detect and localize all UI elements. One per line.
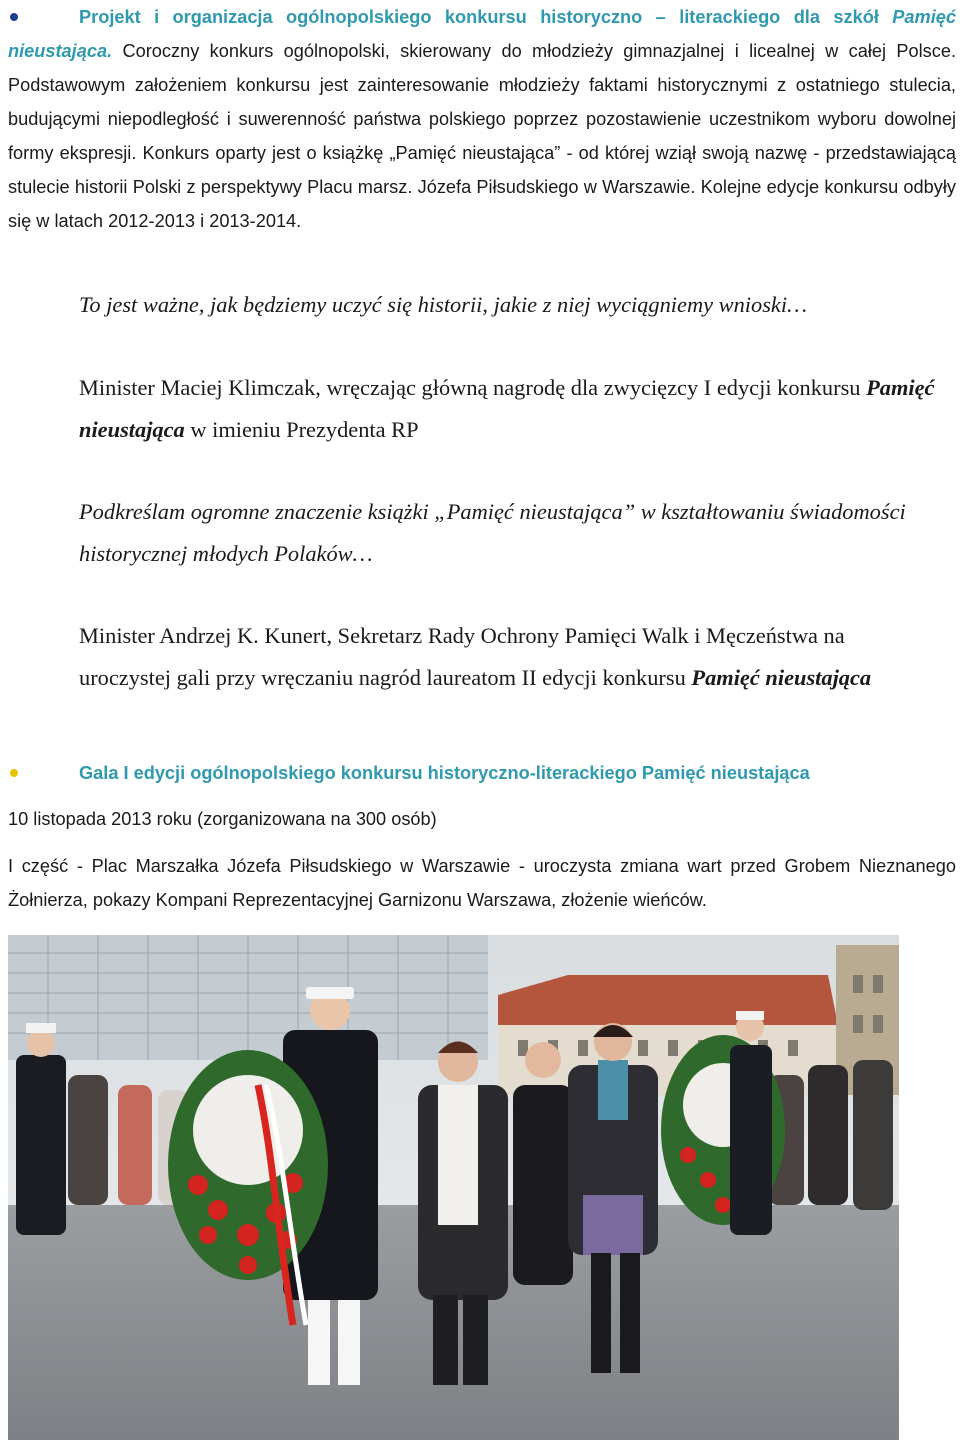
attribution-book-title: Pamięć nieustająca [691,664,872,690]
quote-klimczak [79,284,939,326]
gala-date: 10 listopada 2013 roku (zorganizowana na 300 osób) [8,809,437,829]
project-description: Coroczny konkurs ogólnopolski, skierowany do młodzieży gimnazjalnej i licealnej w całej Polsce. Podstawowym założeniem konkursu jest zainteresowanie młodzieży faktami historycznymi z ostatniego stulecia, budującymi niepodległość i suwerenność państwa polskiego poprzez pozostawienie uczestnikom wyboru dowolnej formy ekspresji. Konkurs oparty jest o książkę „Pamięć nieustająca” - od której wziął swoją nazwę - przedstawiającą stulecie historii Polski z perspektywy Placu marsz. Józefa Piłsudskiego w Warszawie. Kolejne edycje konkursu odbyły się w latach 2012-2013 i 2013-2014. [8,41,956,231]
attribution-post: w imieniu Prezydenta RP [184,416,419,442]
bullet-icon [10,769,18,777]
attribution-book-title: Pamięć nieustająca [79,375,935,442]
bullet-icon [10,13,18,21]
gala-heading: Gala I edycji ogólnopolskiego konkursu historyczno-literackiego Pamięć nieustająca [79,763,810,783]
project-title-italic: Pamięć nieustająca. [8,7,956,61]
project-title: Projekt i organizacja ogólnopolskiego konkursu historyczno – literackiego dla szkół [79,7,879,27]
wreath-ceremony-photo [8,935,899,1440]
attribution-text [79,367,939,450]
attribution-pre: Minister Maciej Klimczak, wręczając główną nagrodę dla zwycięzcy I edycji konkursu [79,375,861,400]
project-section [8,0,956,238]
quote-text: To jest ważne, jak będziemy uczyć się historii, jakie z niej wyciągniemy wnioski… [79,292,808,317]
gala-part-one: I część - Plac Marszałka Józefa Piłsudskiego w Warszawie - uroczysta zmiana wart przed Grobem Nieznanego Żołnierza, pokazy Kompani Reprezentacyjnej Garnizonu Warszawa, złożenie wieńców. [8,856,956,910]
attribution-pre: Minister Andrzej K. Kunert, Sekretarz Rady Ochrony Pamięci Walk i Męczeństwa na uroczystej gali przy wręczaniu nagród laureatom II edycji konkursu [79,623,845,690]
project-paragraph [8,0,956,238]
quote-kunert-attribution [79,615,939,698]
quote-text: Podkreślam ogromne znaczenie książki „Pamięć nieustająca” w kształtowaniu świadomości historycznej młodych Polaków… [79,499,906,566]
quote-kunert [79,491,939,574]
photo-illustration [8,935,899,1440]
attribution-text [79,615,939,698]
quote-klimczak-attribution [79,367,939,450]
